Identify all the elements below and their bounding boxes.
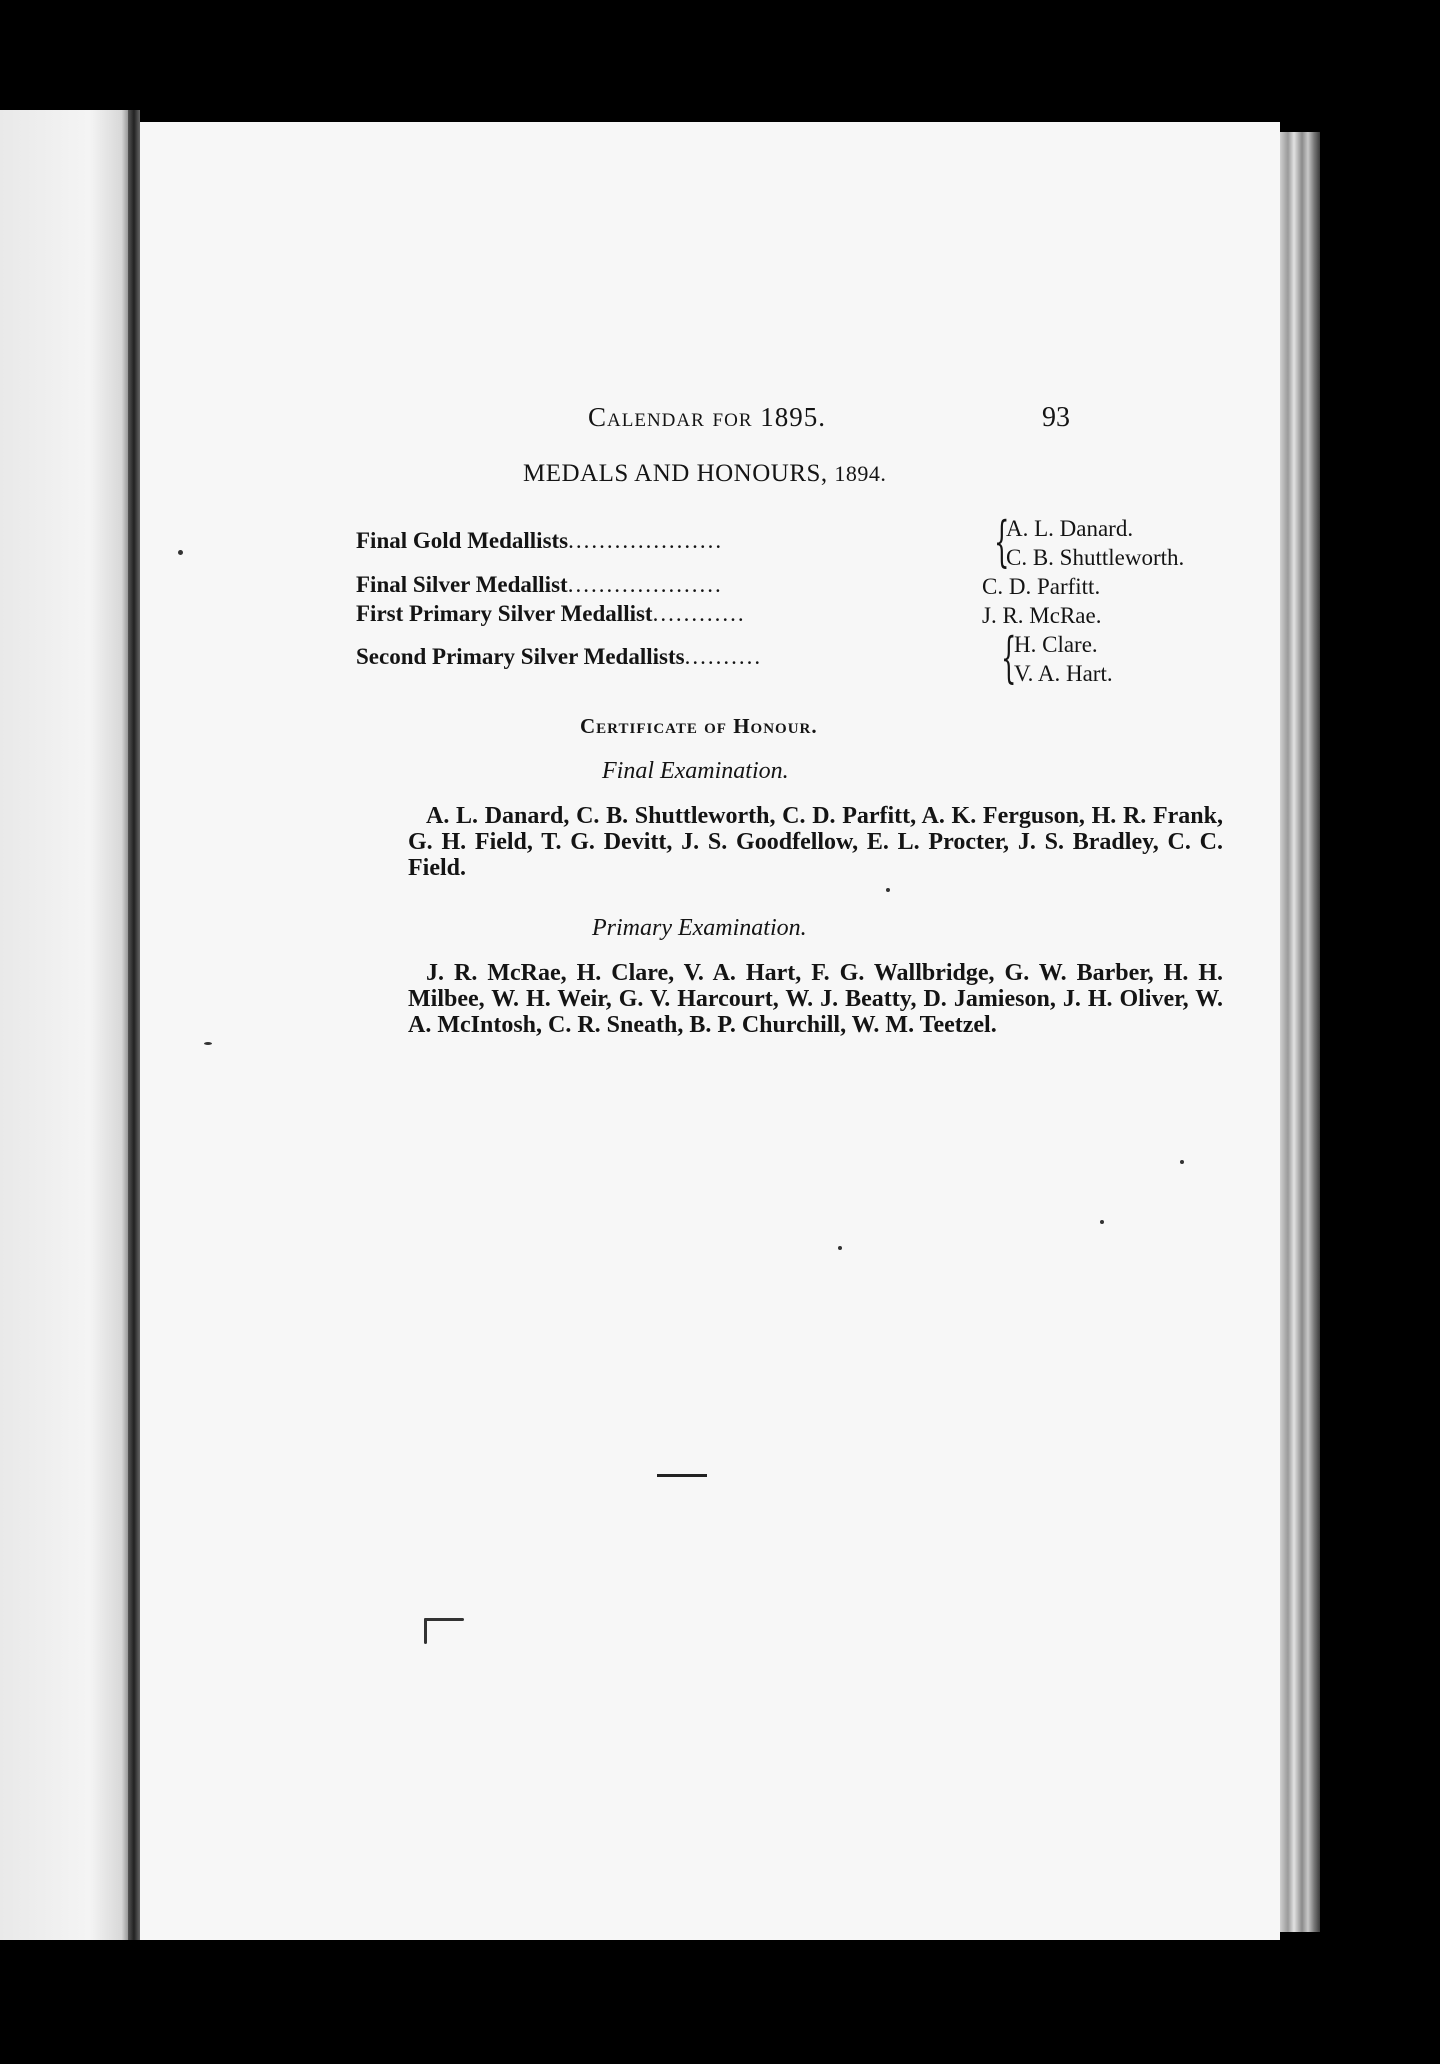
- ink-speck: [1180, 1160, 1184, 1164]
- section-year: 1894.: [834, 461, 887, 486]
- medal-names: [1006, 514, 1184, 572]
- ink-speck: [1100, 1220, 1104, 1224]
- brace: {: [1001, 626, 1017, 689]
- final-examination-list: [408, 803, 1223, 881]
- book-gutter: [128, 110, 140, 1940]
- book-page: [140, 122, 1280, 1940]
- medal-name: H. Clare.: [1014, 632, 1098, 657]
- medal-label: [356, 601, 746, 627]
- final-examination-names: A. L. Danard, C. B. Shuttleworth, C. D. Parfitt, A. K. Ferguson, H. R. Frank, G. H. Field, T. G. Devitt, J. S. Goodfellow, E. L. Procter, J. S. Bradley, C. C. Field.: [408, 803, 1223, 881]
- dot-leader: ............: [652, 601, 746, 626]
- medal-name: C. D. Parfitt.: [982, 574, 1101, 599]
- medal-names: [1014, 630, 1113, 688]
- medal-row: [356, 510, 1216, 573]
- medal-label-text: First Primary Silver Medallist: [356, 601, 653, 626]
- medal-label: [356, 644, 762, 670]
- ink-speck: [424, 1618, 464, 1621]
- page-block-edge: [1280, 132, 1320, 1932]
- certificate-heading: Certificate of Honour.: [580, 714, 818, 738]
- dot-leader: ..........: [684, 644, 763, 669]
- medal-name: V. A. Hart.: [1014, 661, 1113, 686]
- primary-examination-names: J. R. McRae, H. Clare, V. A. Hart, F. G. Wallbridge, G. W. Barber, H. H. Milbee, W. H. Weir, G. V. Harcourt, W. J. Beatty, D. Jamieson, J. H. Oliver, W. A. McIntosh, C. R. Sneath, B. P. Churchill, W. M. Teetzel.: [408, 960, 1223, 1038]
- running-head: [140, 402, 1280, 442]
- medal-names: [982, 572, 1100, 601]
- section-title: [523, 460, 886, 488]
- medal-label-text: Second Primary Silver Medallists: [356, 644, 685, 669]
- final-examination-subheading: Final Examination.: [602, 758, 789, 784]
- ink-speck: [886, 888, 890, 892]
- medal-row: [356, 572, 1216, 601]
- section-title-text: MEDALS AND HONOURS,: [523, 460, 828, 487]
- running-title: Calendar for 1895.: [588, 402, 826, 432]
- brace: {: [994, 510, 1010, 573]
- medal-name: C. B. Shuttleworth.: [1006, 545, 1185, 570]
- medal-list: [356, 510, 1216, 689]
- medal-name: A. L. Danard.: [1006, 516, 1134, 541]
- closing-rule: [657, 1474, 707, 1477]
- previous-page-edge: [0, 110, 128, 1940]
- medal-label-text: Final Gold Medallists: [356, 528, 569, 553]
- medal-label-text: Final Silver Medallist: [356, 572, 568, 597]
- dot-leader: ....................: [567, 572, 723, 597]
- medal-row: [356, 601, 1216, 630]
- dot-leader: ....................: [568, 528, 724, 553]
- page-number: 93: [1042, 402, 1070, 433]
- primary-examination-list: [408, 960, 1223, 1038]
- ink-speck: [204, 1042, 212, 1045]
- medal-label: [356, 572, 723, 598]
- medal-name: J. R. McRae.: [982, 603, 1102, 628]
- ink-speck: [838, 1246, 842, 1250]
- medal-label: [356, 528, 723, 554]
- primary-examination-subheading: Primary Examination.: [592, 915, 807, 941]
- ink-speck: [424, 1618, 427, 1644]
- medal-row: [356, 626, 1216, 689]
- medal-names: [982, 601, 1101, 630]
- ink-speck: [178, 550, 183, 555]
